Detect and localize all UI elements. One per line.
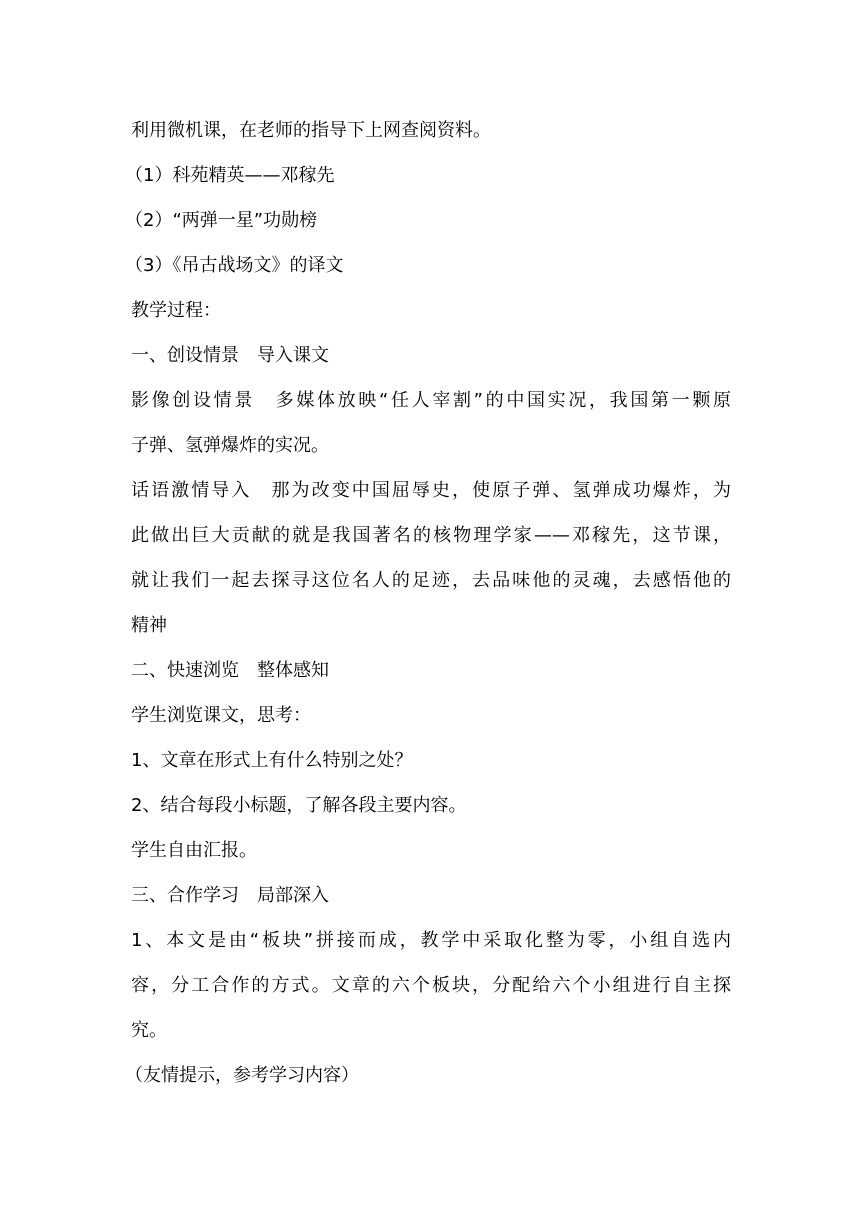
question-item-2: 2、结合每段小标题，了解各段主要内容。 xyxy=(131,795,467,816)
paragraph-coop-line-3: 究。 xyxy=(131,1020,167,1041)
paragraph-intro-line-2: 此做出巨大贡献的就是我国著名的核物理学家——邓稼先，这节课， xyxy=(131,525,731,546)
paragraph-coop-line-2: 容，分工合作的方式。文章的六个板块，分配给六个小组进行自主探 xyxy=(131,975,731,996)
section-heading-1: 一、创设情景 导入课文 xyxy=(131,345,329,366)
resource-item-3: （3）《吊古战场文》的译文 xyxy=(125,255,344,276)
hint-note: （友情提示，参考学习内容） xyxy=(125,1065,359,1086)
paragraph-coop-line-1: 1、本文是由“板块”拼接而成，教学中采取化整为零，小组自选内 xyxy=(131,930,731,951)
question-item-1: 1、文章在形式上有什么特别之处？ xyxy=(131,750,413,771)
paragraph-intro-line-4: 精神 xyxy=(131,615,167,636)
paragraph-intro-line-3: 就让我们一起去探寻这位名人的足迹，去品味他的灵魂，去感悟他的 xyxy=(131,570,731,591)
paragraph-intro-line-1: 话语激情导入 那为改变中国屈辱史，使原子弹、氢弹成功爆炸，为 xyxy=(131,480,731,501)
document-body xyxy=(125,108,731,1098)
paragraph-video-line-2: 子弹、氢弹爆炸的实况。 xyxy=(131,435,329,456)
paragraph-video-line-1: 影像创设情景 多媒体放映“任人宰割”的中国实况，我国第一颗原 xyxy=(131,390,731,411)
section-heading-2: 二、快速浏览 整体感知 xyxy=(131,660,329,681)
resource-item-2: （2）“两弹一星”功勋榜 xyxy=(125,210,318,231)
section-heading-3: 三、合作学习 局部深入 xyxy=(131,885,329,906)
text-line-prep: 利用微机课，在老师的指导下上网查阅资料。 xyxy=(131,120,491,141)
resource-item-1: （1）科苑精英——邓稼先 xyxy=(125,165,335,186)
section-heading-process: 教学过程： xyxy=(131,300,221,321)
text-line-browse: 学生浏览课文，思考： xyxy=(131,705,311,726)
text-line-report: 学生自由汇报。 xyxy=(131,840,257,861)
